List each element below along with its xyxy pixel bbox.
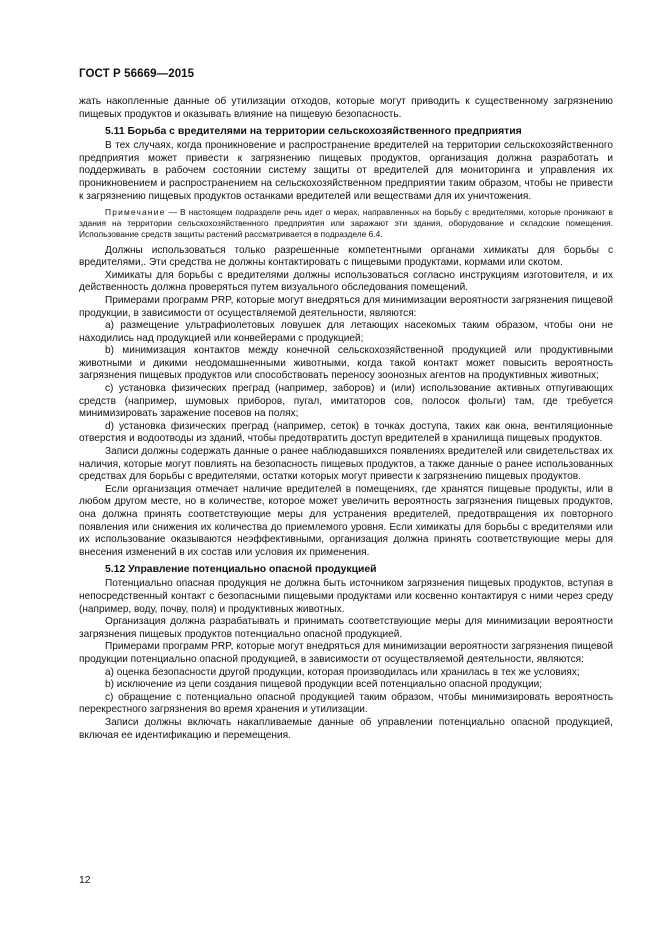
paragraph: Записи должны содержать данные о ранее наблюдавшихся появлениях вредителей или свидетельствах их наличия, которые могут повлиять на безопасность пищевых продуктов, а также данные о ранее использованных средствах для борьбы с вредителями, остатки которых могут привести к загрязнению пищевых продуктов. — [79, 446, 613, 483]
page-number: 12 — [79, 875, 91, 886]
list-item: a) оценка безопасности другой продукции, которая производилась или хранилась в тех же условиях; — [105, 666, 580, 678]
paragraph-continuation: жать накопленные данные об утилизации отходов, которые могут приводить к существенному загрязнению пищевых продуктов и оказывать влияние на пищевую безопасность. — [79, 96, 613, 120]
paragraph: Должны использоваться только разрешенные компетентными органами химикаты для борьбы с вредителями,. Эти средства не должны контактировать с пищевыми продуктами, кормами или скотом. — [79, 244, 613, 269]
list-item: b) исключение из цепи создания пищевой продукции всей потенциально опасной продукции; — [105, 679, 543, 691]
paragraph: Примерами программ PRP, которые могут внедряться для минимизации вероятности загрязнения пищевой продукции потенциально опасной продукцией, в зависимости от осуществляемой деятельности, являются: — [79, 641, 613, 665]
note-label: Примечание — [105, 207, 166, 218]
list-item: b) минимизация контактов между конечной сельскохозяйственной продукцией или продуктивными животными и дикими неодомашненными животными, когда такой контакт может повысить вероятность загрязнения пищевых продуктов или способствовать переносу зоонозных агентов на продуктивных животных; — [79, 345, 613, 382]
note-block — [79, 207, 613, 239]
list-item: a) размещение ультрафиолетовых ловушек для летающих насекомых таким образом, чтобы они не находились над продукцией или конвейерами с продукцией; — [79, 320, 613, 344]
section-heading-5-12: 5.12 Управление потенциально опасной продукцией — [105, 564, 377, 576]
paragraph: Химикаты для борьбы с вредителями должны использоваться согласно инструкциям изготовителя, и их действенность должна проверяться путем визуального обследования помещений. — [79, 269, 613, 294]
list-item: c) установка физических преград (например, заборов) и (или) использование активных отпугивающих средств (например, шумовых приборов, пугал, имитаторов сов, полосок фольги) там, где требуется минимизировать заражение посевов на полях; — [79, 383, 613, 420]
paragraph: Потенциально опасная продукция не должна быть источником загрязнения пищевых продуктов, вступая в непосредственный контакт с безопасными пищевыми продуктами или косвенно контактируя с ними через среду (например, воду, почву, поля) и продуктивных животных. — [79, 578, 613, 615]
list-item: c) обращение с потенциально опасной продукцией таким образом, чтобы минимизировать вероятность перекрестного загрязнения во время хранения и утилизации. — [79, 691, 613, 716]
note-text: — В настоящем подразделе речь идет о мерах, направленных на борьбу с вредителями, которые проникают в здания на территории сельскохозяйственного предприятия или заражают эти здания, оборудование и складские помещения. Использование средств защиты растений рассматривается в подразделе 6.4. — [79, 207, 613, 239]
document-body — [79, 96, 613, 742]
list-item: d) установка физических преград (например, сеток) в точках доступа, таких как окна, вентиляционные отверстия и водоотводы из зданий, чтобы предотвратить доступ вредителей в хранилища пищевых продуктов. — [79, 420, 613, 445]
document-header-title: ГОСТ Р 56669—2015 — [79, 68, 195, 80]
section-heading-5-11: 5.11 Борьба с вредителями на территории сельскохозяйственного предприятия — [105, 126, 522, 138]
paragraph: Организация должна разрабатывать и принимать соответствующие меры для минимизации вероятности загрязнения пищевых продуктов потенциально опасной продукцией. — [79, 616, 613, 640]
paragraph: Если организация отмечает наличие вредителей в помещениях, где хранятся пищевые продукты, или в любом другом месте, но в количестве, которое может увеличить вероятность загрязнения пищевых продуктов, она должна принять соответствующие меры для устранения вредителей, предотвращения их повторного появления или снижения их количества до приемлемого уровня. Если химикаты для борьбы с вредителями или их использование оказываются неэффективными, организация должна принять соответствующие меры для внесения изменений в их состав или условия их применения. — [79, 483, 613, 558]
paragraph: Примерами программ PRP, которые могут внедряться для минимизации вероятности загрязнения пищевой продукции, в зависимости от осуществляемой деятельности, являются: — [79, 294, 613, 319]
paragraph: В тех случаях, когда проникновение и распространение вредителей на территории сельскохозяйственного предприятия может привести к загрязнению пищевых продуктов, организация должна разработать и поддерживать в рабочем состоянии систему защиты от вредителей для мониторинга и управления их проникновением и распространением на сельскохозяйственном предприятии таким образом, чтобы не привести к загрязнению пищевых продуктов останками вредителей или веществами для их уничтожения. — [79, 140, 613, 202]
paragraph: Записи должны включать накапливаемые данные об управлении потенциально опасной продукцией, включая ее идентификацию и перемещения. — [79, 716, 613, 741]
